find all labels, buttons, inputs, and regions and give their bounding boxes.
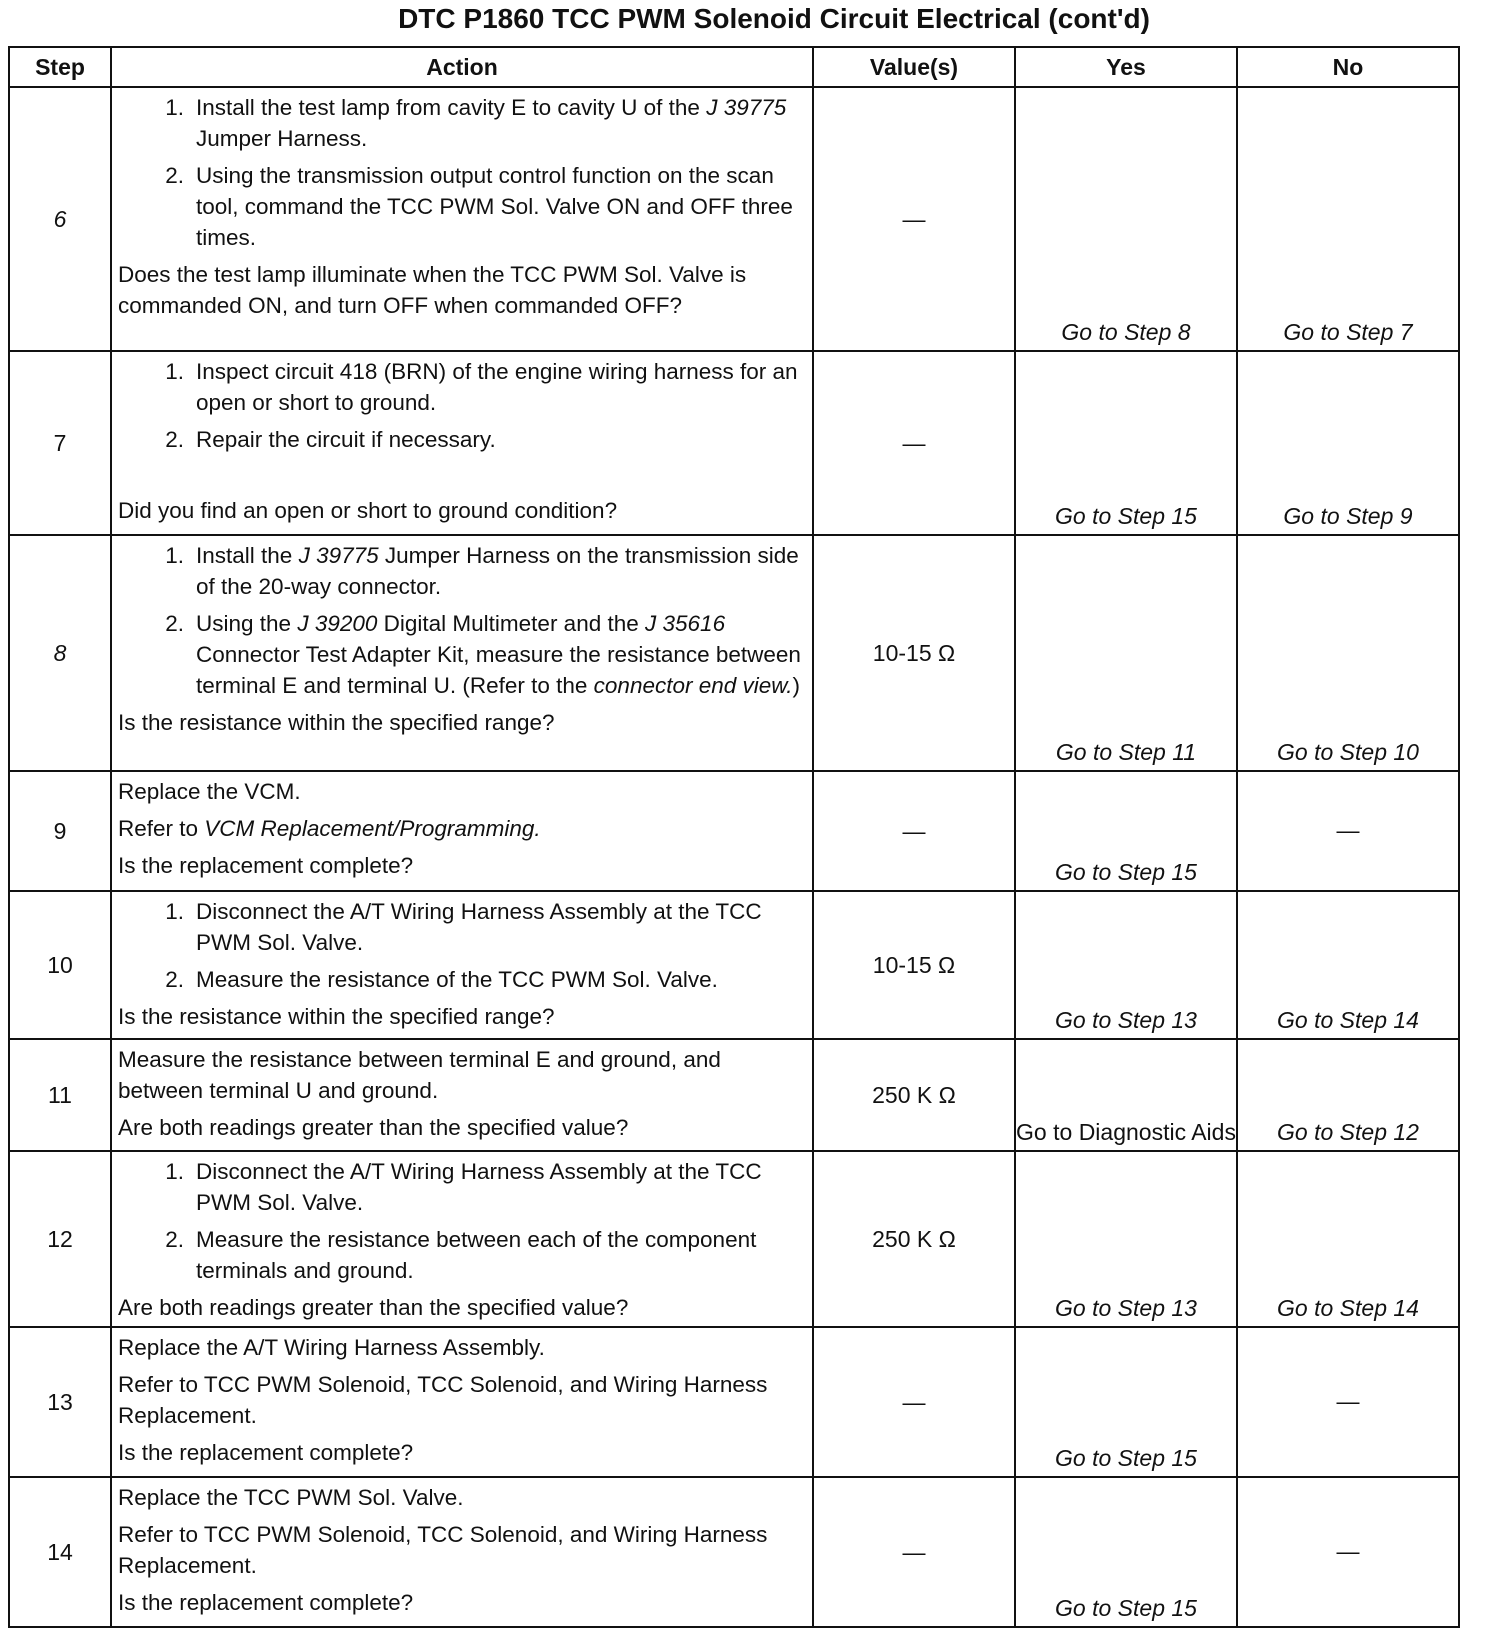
- step-number: 9: [9, 771, 111, 891]
- action-item: [118, 424, 808, 455]
- item-text: Measure the resistance between each of the component terminals and ground.: [196, 1227, 757, 1283]
- yes-cell: Go to Diagnostic Aids: [1015, 1039, 1237, 1151]
- item-text: Install the test lamp from cavity E to cavity U of the J 39775 Jumper Harness.: [196, 95, 787, 151]
- yes-cell: Go to Step 13: [1015, 891, 1237, 1039]
- value-cell: —: [813, 1477, 1015, 1627]
- action-item: [118, 1156, 808, 1218]
- action-item: [118, 92, 808, 154]
- action-line: Replace the A/T Wiring Harness Assembly.: [118, 1335, 545, 1360]
- value-cell: —: [813, 1327, 1015, 1477]
- header-action: Action: [111, 47, 813, 87]
- item-number: 1.: [165, 899, 184, 924]
- item-text: Measure the resistance of the TCC PWM Sol. Valve.: [196, 967, 718, 992]
- item-number: 2.: [165, 1227, 184, 1252]
- header-no: No: [1237, 47, 1459, 87]
- action-item: [118, 160, 808, 253]
- yes-cell: Go to Step 11: [1015, 535, 1237, 771]
- item-text: Disconnect the A/T Wiring Harness Assembly at the TCC PWM Sol. Valve.: [196, 899, 762, 955]
- action-line: Refer to TCC PWM Solenoid, TCC Solenoid, and Wiring Harness Replacement.: [118, 1372, 768, 1428]
- no-cell: Go to Step 9: [1237, 351, 1459, 535]
- item-text: Repair the circuit if necessary.: [196, 427, 496, 452]
- step-number: 8: [9, 535, 111, 771]
- value-cell: —: [813, 771, 1015, 891]
- yes-cell: Go to Step 13: [1015, 1151, 1237, 1327]
- action-cell: [111, 891, 813, 1039]
- action-cell: [111, 87, 813, 351]
- table-row: [9, 1151, 1459, 1327]
- header-value: Value(s): [813, 47, 1015, 87]
- no-cell: Go to Step 14: [1237, 1151, 1459, 1327]
- step-number: 10: [9, 891, 111, 1039]
- item-number: 1.: [165, 359, 184, 384]
- item-text: Using the transmission output control function on the scan tool, command the TCC PWM Sol. Valve ON and OFF three times.: [196, 163, 793, 250]
- item-number: 1.: [165, 95, 184, 120]
- action-question: Is the replacement complete?: [118, 1440, 414, 1465]
- table-row: [9, 351, 1459, 535]
- table-row: [9, 87, 1459, 351]
- action-line: Replace the TCC PWM Sol. Valve.: [118, 1485, 464, 1510]
- header-yes: Yes: [1015, 47, 1237, 87]
- action-question: Is the replacement complete?: [118, 1590, 414, 1615]
- action-cell: [111, 351, 813, 535]
- item-text: Inspect circuit 418 (BRN) of the engine wiring harness for an open or short to ground.: [196, 359, 798, 415]
- action-item: [118, 356, 808, 418]
- no-cell: Go to Step 7: [1237, 87, 1459, 351]
- step-number: 14: [9, 1477, 111, 1627]
- no-cell: —: [1237, 771, 1459, 891]
- action-line: Refer to VCM Replacement/Programming.: [118, 816, 541, 841]
- action-question: Is the resistance within the specified range?: [118, 710, 555, 735]
- value-cell: 10-15 Ω: [813, 535, 1015, 771]
- item-text: Disconnect the A/T Wiring Harness Assembly at the TCC PWM Sol. Valve.: [196, 1159, 762, 1215]
- step-number: 11: [9, 1039, 111, 1151]
- table-row: [9, 891, 1459, 1039]
- action-item: [118, 964, 808, 995]
- value-cell: 250 K Ω: [813, 1039, 1015, 1151]
- action-line: Refer to TCC PWM Solenoid, TCC Solenoid, and Wiring Harness Replacement.: [118, 1522, 768, 1578]
- item-number: 2.: [165, 967, 184, 992]
- table-row: [9, 535, 1459, 771]
- no-cell: —: [1237, 1477, 1459, 1627]
- yes-cell: Go to Step 15: [1015, 351, 1237, 535]
- action-question: Are both readings greater than the specified value?: [118, 1115, 629, 1140]
- table-row: [9, 771, 1459, 891]
- action-cell: [111, 1327, 813, 1477]
- value-cell: —: [813, 351, 1015, 535]
- yes-cell: Go to Step 15: [1015, 1477, 1237, 1627]
- action-item: [118, 540, 808, 602]
- action-question: Does the test lamp illuminate when the TCC PWM Sol. Valve is commanded ON, and turn OFF when commanded OFF?: [118, 262, 747, 318]
- item-number: 1.: [165, 1159, 184, 1184]
- action-cell: [111, 771, 813, 891]
- action-cell: [111, 535, 813, 771]
- table-row: [9, 1039, 1459, 1151]
- page-title: DTC P1860 TCC PWM Solenoid Circuit Electrical (cont'd): [398, 3, 1150, 34]
- step-number: 13: [9, 1327, 111, 1477]
- no-cell: —: [1237, 1327, 1459, 1477]
- action-item: [118, 896, 808, 958]
- action-question: Is the replacement complete?: [118, 853, 414, 878]
- value-cell: 250 K Ω: [813, 1151, 1015, 1327]
- yes-cell: Go to Step 15: [1015, 771, 1237, 891]
- action-cell: [111, 1039, 813, 1151]
- yes-cell: Go to Step 8: [1015, 87, 1237, 351]
- item-number: 1.: [165, 543, 184, 568]
- header-step: Step: [9, 47, 111, 87]
- yes-cell: Go to Step 15: [1015, 1327, 1237, 1477]
- step-number: 7: [9, 351, 111, 535]
- action-line: Measure the resistance between terminal E and ground, and between terminal U and ground.: [118, 1047, 721, 1103]
- action-question: Are both readings greater than the specified value?: [118, 1295, 629, 1320]
- no-cell: Go to Step 10: [1237, 535, 1459, 771]
- step-number: 12: [9, 1151, 111, 1327]
- action-item: [118, 1224, 808, 1286]
- item-text: Using the J 39200 Digital Multimeter and the J 35616 Connector Test Adapter Kit, measure the resistance between terminal E and terminal U. (Refer to the connector end view.): [196, 611, 801, 698]
- item-text: Install the J 39775 Jumper Harness on the transmission side of the 20-way connector.: [196, 543, 799, 599]
- diagnostic-table: [8, 46, 1460, 1628]
- action-question: Is the resistance within the specified range?: [118, 1004, 555, 1029]
- table-row: [9, 1477, 1459, 1627]
- item-number: 2.: [165, 163, 184, 188]
- value-cell: —: [813, 87, 1015, 351]
- action-cell: [111, 1477, 813, 1627]
- no-cell: Go to Step 12: [1237, 1039, 1459, 1151]
- header-row: [9, 47, 1459, 87]
- item-number: 2.: [165, 427, 184, 452]
- value-cell: 10-15 Ω: [813, 891, 1015, 1039]
- action-cell: [111, 1151, 813, 1327]
- step-number: 6: [9, 87, 111, 351]
- action-question: Did you find an open or short to ground condition?: [118, 498, 618, 523]
- table-row: [9, 1327, 1459, 1477]
- no-cell: Go to Step 14: [1237, 891, 1459, 1039]
- item-number: 2.: [165, 611, 184, 636]
- action-item: [118, 608, 808, 701]
- action-line: Replace the VCM.: [118, 779, 301, 804]
